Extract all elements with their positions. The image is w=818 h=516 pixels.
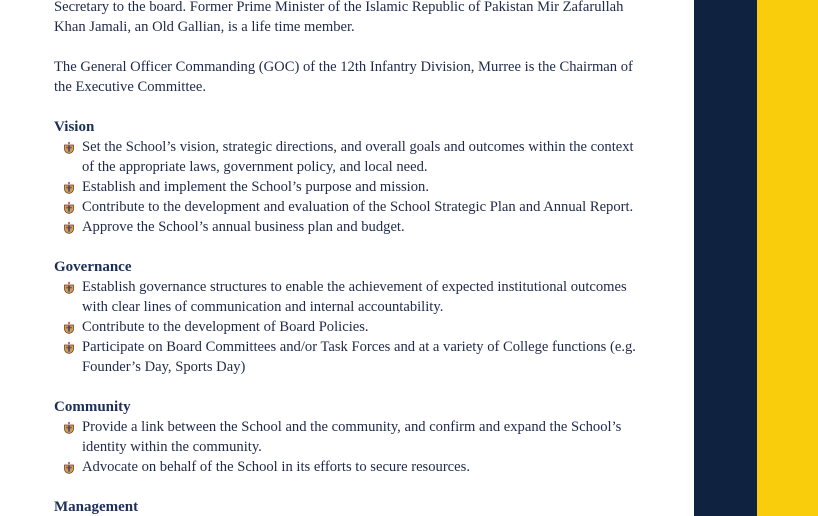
list-item [54, 177, 664, 197]
bullet-list [54, 417, 664, 477]
section-management [54, 497, 664, 516]
section-heading: Management [54, 499, 139, 515]
text-line: Contribute to the development and evaluation of the School Strategic Plan and Annual Report. [82, 199, 634, 215]
text-line: Contribute to the development of Board Policies. [82, 319, 369, 335]
list-item [54, 277, 664, 317]
crest-bullet-icon [63, 461, 75, 474]
crest-bullet-icon [63, 321, 75, 334]
crest-bullet-icon [63, 141, 75, 154]
text-line: The General Officer Commanding (GOC) of the 12th Infantry Division, Murree is the Chairman of [54, 59, 633, 75]
intro-paragraph [54, 0, 664, 37]
text-line: Founder’s Day, Sports Day) [82, 359, 246, 375]
crest-bullet-icon [63, 201, 75, 214]
text-line: the Executive Committee. [54, 79, 206, 95]
text-line: of the appropriate laws, government policy, and local need. [82, 159, 428, 175]
text-line: Establish governance structures to enable the achievement of expected institutional outcomes [82, 279, 627, 295]
list-item [54, 417, 664, 457]
section-heading: Vision [54, 119, 95, 135]
text-line: Advocate on behalf of the School in its efforts to secure resources. [82, 459, 470, 475]
text-line: Provide a link between the School and the community, and confirm and expand the School’s [82, 419, 622, 435]
crest-bullet-icon [63, 341, 75, 354]
section-community [54, 397, 664, 477]
bullet-list [54, 137, 664, 237]
text-line: Establish and implement the School’s purpose and mission. [82, 179, 429, 195]
navy-side-stripe [694, 0, 757, 516]
section-heading: Governance [54, 259, 132, 275]
text-line: with clear lines of communication and internal accountability. [82, 299, 444, 315]
text-line: identity within the community. [82, 439, 262, 455]
text-line: Participate on Board Committees and/or Task Forces and at a variety of College functions (e.g. [82, 339, 636, 355]
crest-bullet-icon [63, 421, 75, 434]
text-line: Secretary to the board. Former Prime Minister of the Islamic Republic of Pakistan Mir Zafarullah [54, 0, 624, 15]
crest-bullet-icon [63, 221, 75, 234]
list-item [54, 217, 664, 237]
bullet-list [54, 277, 664, 377]
list-item [54, 457, 664, 477]
crest-bullet-icon [63, 181, 75, 194]
list-item [54, 137, 664, 177]
crest-bullet-icon [63, 281, 75, 294]
list-item [54, 197, 664, 217]
text-line: Approve the School’s annual business plan and budget. [82, 219, 405, 235]
section-vision [54, 117, 664, 237]
list-item [54, 337, 664, 377]
list-item [54, 317, 664, 337]
section-heading: Community [54, 399, 131, 415]
text-line: Set the School’s vision, strategic directions, and overall goals and outcomes within the context [82, 139, 634, 155]
gold-side-stripe [757, 0, 818, 516]
document-body [54, 0, 664, 516]
section-governance [54, 257, 664, 377]
text-line: Khan Jamali, an Old Gallian, is a life time member. [54, 19, 355, 35]
intro-paragraph [54, 57, 664, 97]
